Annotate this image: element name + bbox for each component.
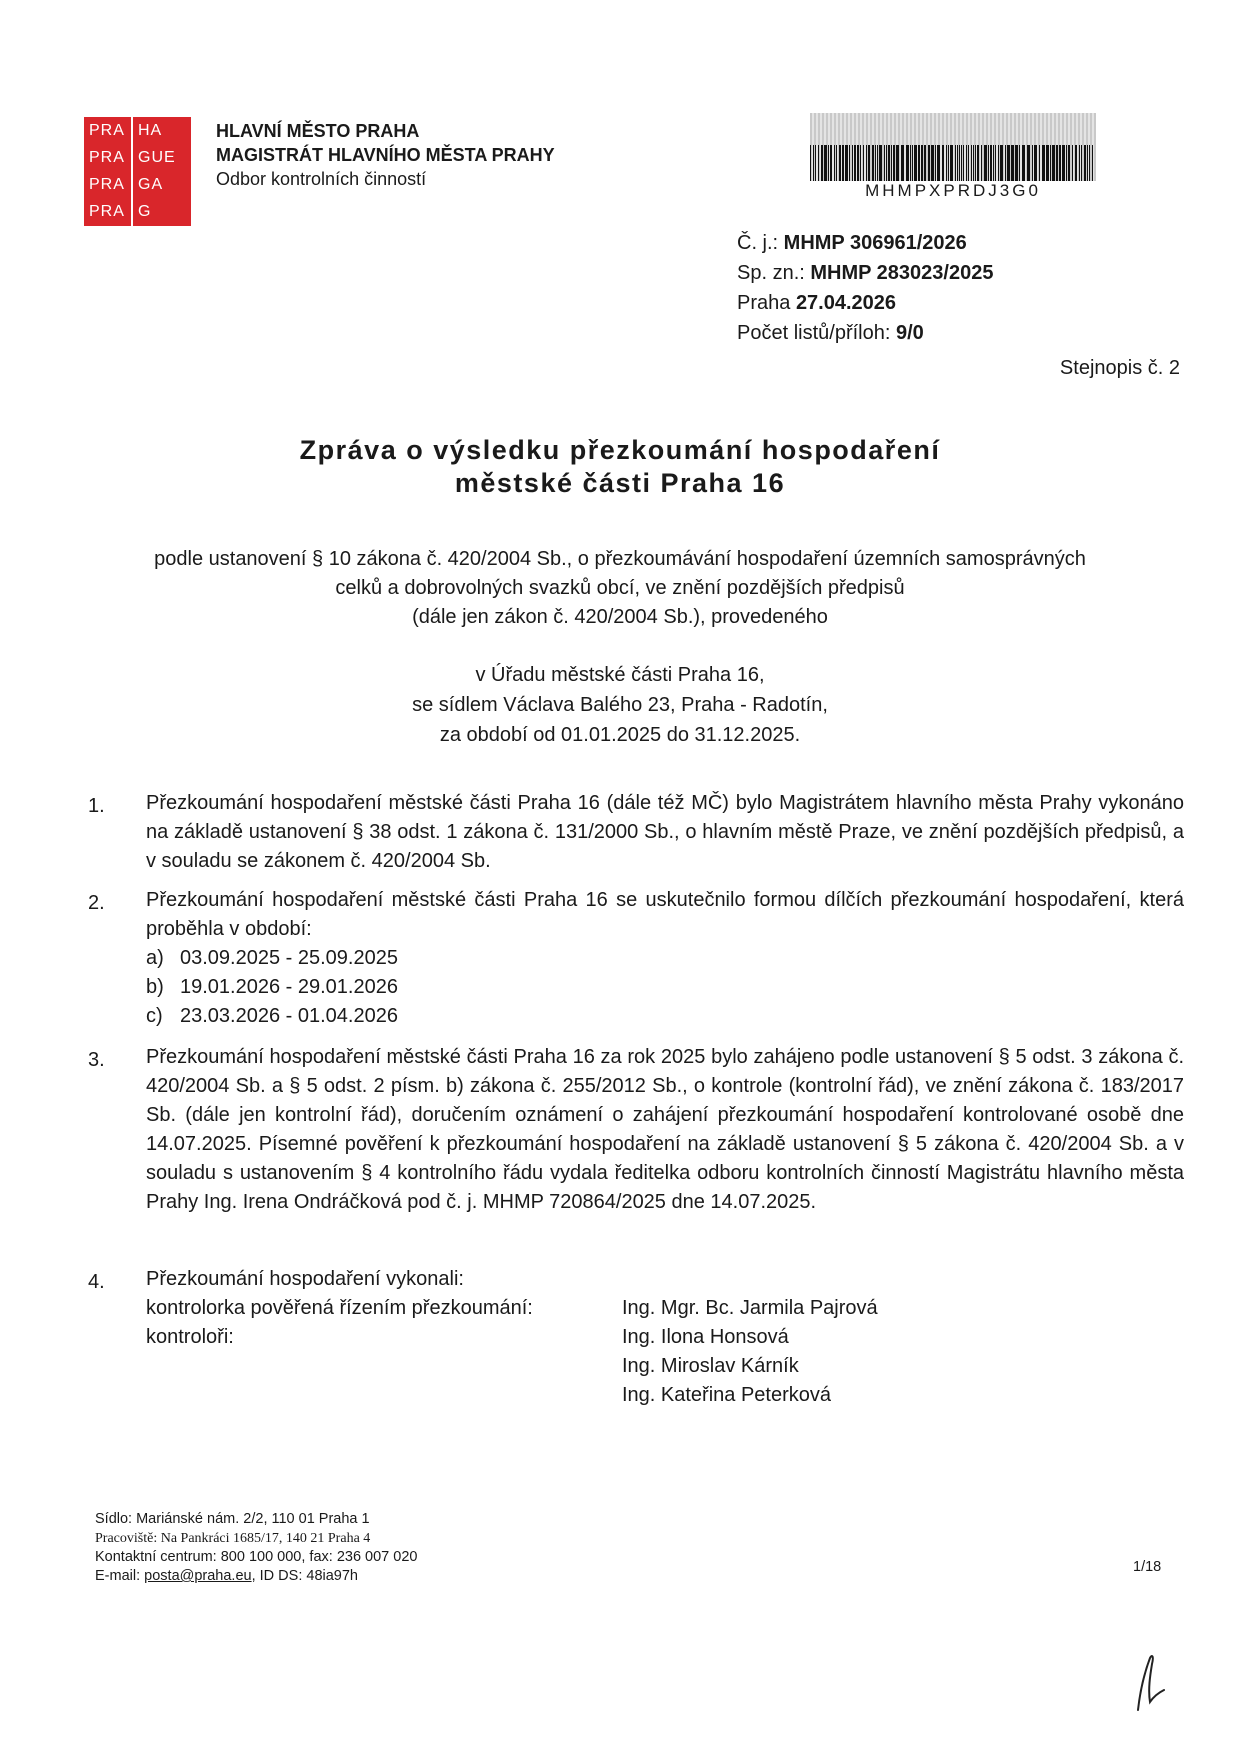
list-item	[88, 789, 1184, 876]
item-number: 2.	[88, 892, 105, 914]
organization-header	[216, 119, 555, 191]
inspector-name: Ing. Miroslav Kárník	[622, 1355, 799, 1377]
cj-value: MHMP 306961/2026	[783, 232, 967, 254]
barcode-bar	[875, 145, 876, 181]
logo-text: GUE	[138, 148, 176, 166]
barcode-bar	[1032, 145, 1033, 181]
barcode-bar	[948, 145, 949, 181]
barcode-bar	[860, 145, 861, 181]
barcode-bar	[1000, 145, 1003, 181]
barcode-bar	[884, 145, 885, 181]
period-letter: b)	[146, 976, 164, 998]
barcode-bar	[1066, 145, 1067, 181]
list-item	[88, 1265, 1184, 1410]
barcode-bar	[872, 145, 874, 181]
office-paragraph	[60, 660, 1180, 750]
barcode-bar	[813, 145, 814, 181]
barcode-bar	[975, 145, 976, 181]
barcode-bar	[966, 145, 967, 181]
period-range: 23.03.2026 - 01.04.2026	[180, 1005, 398, 1027]
barcode-bar	[1059, 145, 1061, 181]
logo-text: PRA	[89, 148, 125, 166]
period-a	[146, 944, 1184, 973]
barcode-bar	[1039, 145, 1040, 181]
barcode-bar	[912, 145, 913, 181]
lead-inspector-name: Ing. Mgr. Bc. Jarmila Pajrová	[622, 1297, 878, 1319]
barcode-bar	[866, 145, 867, 181]
copy-number: Stejnopis č. 2	[1059, 357, 1180, 379]
handwritten-mark-icon	[1130, 1652, 1170, 1712]
office-line-1: v Úřadu městské části Praha 16,	[475, 664, 765, 686]
data-box-id: , ID DS: 48ia97h	[251, 1568, 358, 1584]
barcode-bar	[1062, 145, 1065, 181]
barcode-bar	[868, 145, 870, 181]
barcode-bar	[842, 145, 844, 181]
barcode-bar	[849, 145, 850, 181]
barcode-bar	[993, 145, 994, 181]
barcode-bar	[988, 145, 989, 181]
reference-block	[737, 228, 993, 348]
intro-line-3: (dále jen zákon č. 420/2004 Sb.), provedeného	[412, 606, 828, 628]
inspectors-label: kontroloři:	[146, 1326, 234, 1348]
date-label: Praha	[737, 292, 796, 314]
barcode-bar	[824, 145, 827, 181]
period-b	[146, 973, 1184, 1002]
barcode-bar	[852, 145, 853, 181]
barcode-bar	[981, 145, 982, 181]
email-label: E-mail:	[95, 1568, 145, 1584]
item-body	[146, 1265, 1184, 1410]
list-item	[88, 886, 1184, 1031]
barcode-bar	[918, 145, 920, 181]
barcode-bar	[910, 145, 911, 181]
period-letter: c)	[146, 1005, 163, 1027]
item-text: Přezkoumání hospodaření vykonali:	[146, 1268, 464, 1290]
inspector-name: Ing. Kateřina Peterková	[622, 1384, 832, 1406]
item-text: Přezkoumání hospodaření městské části Praha 16 (dále též MČ) bylo Magistrátem hlavního města Prahy vykonáno na základě ustanovení § 38 odst. 1 zákona č. 131/2000 Sb., o hlavním městě Praze, ve znění pozdějších předpisů, a v souladu se zákonem č. 420/2004 Sb.	[146, 792, 1184, 872]
item-text: Přezkoumání hospodaření městské části Praha 16 se uskutečnilo formou dílčích přezkoumání hospodaření, která proběhla v období:	[146, 889, 1184, 940]
barcode-bar	[1089, 145, 1090, 181]
period-letter: a)	[146, 947, 164, 969]
barcode-bar	[888, 145, 890, 181]
barcode-bar	[1068, 145, 1070, 181]
inspector-name: Ing. Ilona Honsová	[622, 1326, 789, 1348]
barcode-bar	[845, 145, 848, 181]
barcode-bar	[821, 145, 823, 181]
barcode-bar	[1019, 145, 1020, 181]
barcode-bar	[830, 145, 832, 181]
period-range: 19.01.2026 - 29.01.2026	[180, 976, 398, 998]
barcode-bar	[901, 145, 904, 181]
barcode-bar	[1015, 145, 1018, 181]
barcode-bar	[886, 145, 887, 181]
barcode-bar	[968, 145, 969, 181]
footer-workplace: Pracoviště: Na Pankráci 1685/17, 140 21 Praha 4	[95, 1531, 371, 1546]
barcode-bar	[990, 145, 992, 181]
barcode-bar	[984, 145, 987, 181]
barcode-bar	[1072, 145, 1073, 181]
barcode-bar	[879, 145, 882, 181]
barcode-bar	[818, 145, 819, 181]
period-range: 03.09.2025 - 25.09.2025	[180, 947, 398, 969]
barcode-bar	[1081, 145, 1082, 181]
barcode-bar	[891, 145, 892, 181]
logo-text: PRA	[89, 176, 125, 194]
barcode-bar	[836, 145, 837, 181]
item-body	[146, 886, 1184, 1031]
office-line-2: se sídlem Václava Balého 23, Praha - Radotín,	[412, 694, 828, 716]
page-number: 1/18	[1133, 1559, 1162, 1575]
footer-address: Sídlo: Mariánské nám. 2/2, 110 01 Praha 1	[95, 1511, 370, 1527]
barcode-bar	[914, 145, 917, 181]
barcode	[810, 113, 1096, 203]
barcode-bar	[857, 145, 859, 181]
barcode-bar	[963, 145, 964, 181]
barcode-bar	[828, 145, 829, 181]
barcode-bar	[931, 145, 934, 181]
barcode-bar	[877, 145, 878, 181]
logo-text: GA	[138, 176, 164, 194]
spzn-value: MHMP 283023/2025	[810, 262, 994, 284]
barcode-bar	[957, 145, 958, 181]
barcode-bar	[1079, 145, 1080, 181]
org-line-magistrate: MAGISTRÁT HLAVNÍHO MĚSTA PRAHY	[216, 145, 555, 165]
logo-text: PRA	[89, 121, 125, 139]
barcode-bar	[1056, 145, 1058, 181]
barcode-bar	[955, 145, 956, 181]
barcode-bar	[1052, 145, 1055, 181]
barcode-bar	[896, 145, 899, 181]
logo-text: HA	[138, 121, 163, 139]
barcode-bar	[1092, 145, 1093, 181]
item-number: 3.	[88, 1049, 105, 1071]
barcode-icon	[810, 145, 1096, 181]
barcode-bar	[998, 145, 999, 181]
barcode-bar	[921, 145, 923, 181]
praha-logo	[84, 117, 191, 226]
barcode-bar	[928, 145, 930, 181]
reference-spzn	[737, 258, 993, 288]
footer-email-line	[95, 1567, 417, 1586]
email-link[interactable]: posta@praha.eu	[144, 1568, 252, 1584]
document-title	[0, 434, 1240, 500]
item-text: Přezkoumání hospodaření městské části Praha 16 za rok 2025 bylo zahájeno podle ustanovení § 5 odst. 3 zákona č. 420/2004 Sb. a § 5 odst. 2 písm. b) zákona č. 255/2012 Sb., o kontrole (kontrolní řád), ve znění zákona č. 183/2017 Sb. (dále jen kontrolní řád), doručením oznámení o zahájení přezkoumání hospodaření kontrolované osobě dne 14.07.2025. Písemné pověření k přezkoumání hospodaření na základě ustanovení § 5 zákona č. 420/2004 Sb. a v souladu s ustanovením § 4 kontrolního řádu vydala ředitelka odboru kontrolních činností Magistrátu hlavního města Prahy Ing. Irena Ondráčková pod č. j. MHMP 720864/2025 dne 14.07.2025.	[146, 1046, 1184, 1213]
barcode-bar	[1022, 145, 1025, 181]
barcode-bar	[935, 145, 936, 181]
barcode-bar	[1007, 145, 1010, 181]
date-value: 27.04.2026	[795, 292, 897, 314]
barcode-bar	[1042, 145, 1045, 181]
barcode-bar	[1084, 145, 1086, 181]
office-line-3: za období od 01.01.2025 do 31.12.2025.	[439, 724, 801, 746]
barcode-bar	[1011, 145, 1014, 181]
barcode-bar	[906, 145, 909, 181]
cj-label: Č. j.:	[737, 232, 784, 254]
barcode-bar	[1005, 145, 1006, 181]
barcode-bar	[810, 145, 811, 181]
org-line-city: HLAVNÍ MĚSTO PRAHA	[216, 121, 420, 141]
period-c	[146, 1002, 1184, 1031]
barcode-bar	[942, 145, 944, 181]
logo-text: PRA	[89, 203, 125, 221]
title-line-2: městské části Praha 16	[454, 468, 786, 498]
reference-cj	[737, 228, 993, 258]
barcode-bar	[959, 145, 960, 181]
item-number: 4.	[88, 1271, 105, 1293]
reference-count	[737, 318, 993, 348]
barcode-bar	[937, 145, 940, 181]
footer	[95, 1510, 417, 1586]
count-label: Počet listů/příloh:	[737, 322, 896, 344]
barcode-bar	[893, 145, 895, 181]
barcode-bar	[863, 145, 864, 181]
barcode-bar	[815, 145, 816, 181]
inspectors-table	[146, 1294, 1184, 1410]
barcode-bar	[924, 145, 926, 181]
barcode-bar	[1050, 145, 1051, 181]
org-line-department: Odbor kontrolních činností	[216, 169, 427, 189]
barcode-bar	[854, 145, 856, 181]
barcode-bar	[946, 145, 947, 181]
reference-date	[737, 288, 993, 318]
barcode-bar	[839, 145, 841, 181]
barcode-bar	[1087, 145, 1088, 181]
barcode-bar	[971, 145, 972, 181]
barcode-bar	[977, 145, 979, 181]
list-item	[88, 1043, 1184, 1217]
barcode-bar	[834, 145, 835, 181]
footer-contact: Kontaktní centrum: 800 100 000, fax: 236 007 020	[95, 1549, 418, 1565]
item-number: 1.	[88, 795, 105, 817]
barcode-bar	[973, 145, 974, 181]
intro-line-2: celků a dobrovolných svazků obcí, ve znění pozdějších předpisů	[335, 577, 905, 599]
barcode-bar	[950, 145, 953, 181]
title-line-1: Zpráva o výsledku přezkoumání hospodaření	[299, 435, 941, 465]
logo-text: G	[138, 203, 152, 221]
intro-paragraph	[60, 545, 1180, 632]
barcode-bar	[961, 145, 962, 181]
barcode-bar	[995, 145, 996, 181]
barcode-bar	[1027, 145, 1030, 181]
spzn-label: Sp. zn.:	[737, 262, 811, 284]
intro-line-1: podle ustanovení § 10 zákona č. 420/2004 Sb., o přezkoumávání hospodaření územních samosprávných	[154, 548, 1086, 570]
barcode-text: MHMPXPRDJ3G0	[865, 181, 1041, 200]
barcode-bar	[1034, 145, 1037, 181]
barcode-bar	[1075, 145, 1077, 181]
barcode-bar	[1046, 145, 1049, 181]
count-value: 9/0	[895, 322, 924, 344]
lead-inspector-label: kontrolorka pověřená řízením přezkoumání:	[146, 1297, 533, 1319]
